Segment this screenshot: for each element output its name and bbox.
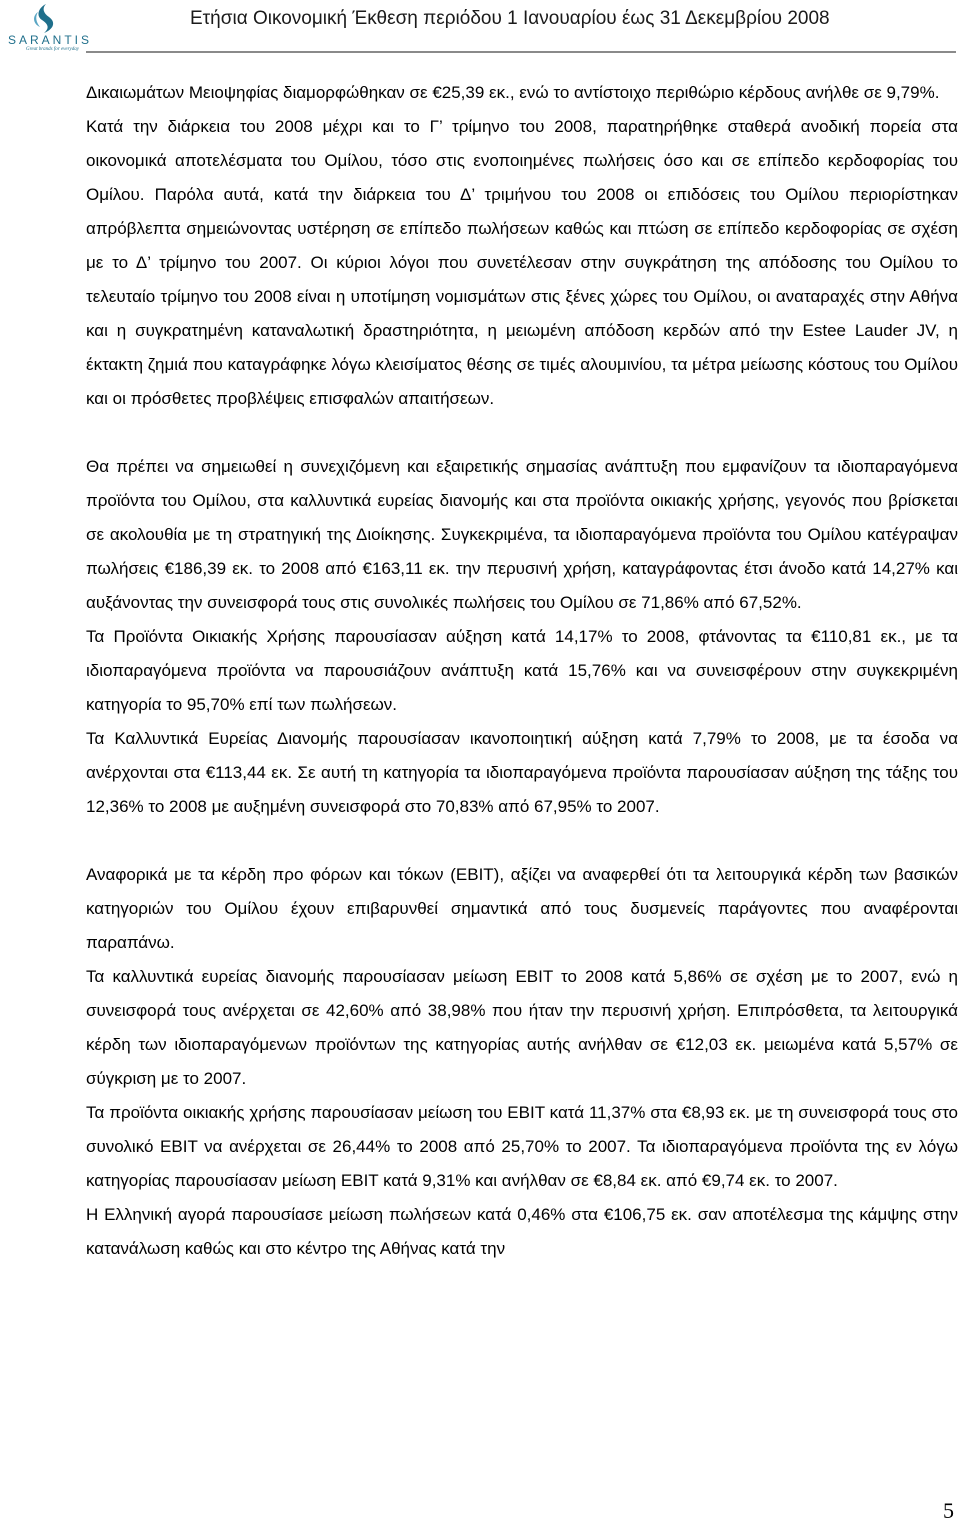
paragraph: Τα Καλλυντικά Ευρείας Διανομής παρουσίασαν ικανοποιητική αύξηση κατά 7,79% το 2008, με τα έσοδα να ανέρχονται στα €113,44 εκ. Σε αυτή τη κατηγορία τα ιδιοπαραγόμενα προϊόντα παρουσίασαν αύξηση της τάξης του 12,36% το 2008 με αυξημένη συνεισφορά στο 70,83% από 67,95% το 2007.: [86, 729, 958, 816]
paragraph: Κατά την διάρκεια του 2008 μέχρι και το Γ’ τρίμηνο του 2008, παρατηρήθηκε σταθερά ανοδική πορεία στα οικονομικά αποτελέσματα του Ομίλου, τόσο στις ενοποιημένες πωλήσεις όσο και σε επίπεδο κερδοφορίας του Ομίλου. Παρόλα αυτά, κατά την διάρκεια του Δ’ τριμήνου του 2008 οι επιδόσεις του Ομίλου περιορίστηκαν απρόβλεπτα σημειώνοντας υστέρηση σε επίπεδο πωλήσεων καθώς και πτώση σε επίπεδο κερδοφορίας σε σχέση με το Δ’ τρίμηνο του 2007. Οι κύριοι λόγοι που συνετέλεσαν στην συγκράτηση της απόδοσης του Ομίλου το τελευταίο τρίμηνο του 2008 είναι η υποτίμηση νομισμάτων στις ξένες χώρες του Ομίλου, οι αναταραχές στην Αθήνα και η συγκρατημένη καταναλωτική δραστηριότητα, η μειωμένη απόδοση κερδών από την Estee Lauder JV, η έκτακτη ζημιά που καταγράφηκε λόγω κλεισίματος θέσης σε τιμές αλουμινίου, τα μέτρα μείωσης κόστους του Ομίλου και οι πρόσθετες προβλέψεις επισφαλών απαιτήσεων.: [86, 117, 958, 408]
paragraph: Τα προϊόντα οικιακής χρήσης παρουσίασαν μείωση του EBIT κατά 11,37% στα €8,93 εκ. με τη συνεισφορά τους στο συνολικό EBIT να ανέρχεται σε 26,44% το 2008 από 25,70% το 2007. Τα ιδιοπαραγόμενα προϊόντα της εν λόγω κατηγορίας παρουσίασαν μείωση EBIT κατά 9,31% και ανήλθαν σε €8,84 εκ. από €9,74 εκ. το 2007.: [86, 1103, 958, 1190]
logo-wordmark: SARANTIS: [8, 33, 93, 47]
paragraph: Η Ελληνική αγορά παρουσίασε μείωση πωλήσεων κατά 0,46% στα €106,75 εκ. σαν αποτέλεσμα της κάμψης στην κατανάλωση καθώς και στο κέντρο της Αθήνας κατά την: [86, 1205, 958, 1258]
header-divider: [86, 51, 956, 53]
page-number: 5: [943, 1498, 954, 1523]
logo-tagline: Great brands for everyday: [26, 47, 79, 52]
paragraph: Τα Προϊόντα Οικιακής Χρήσης παρουσίασαν αύξηση κατά 14,17% το 2008, φτάνοντας τα €110,81 εκ., με τα ιδιοπαραγόμενα προϊόντα να παρουσιάζουν ανάπτυξη κατά 15,76% και να συνεισφέρουν στην συγκεκριμένη κατηγορία το 95,70% επί των πωλήσεων.: [86, 627, 958, 714]
paragraph: Δικαιωμάτων Μειοψηφίας διαμορφώθηκαν σε €25,39 εκ., ενώ το αντίστοιχο περιθώριο κέρδους ανήλθε σε 9,79%.: [86, 83, 940, 102]
paragraph: Αναφορικά με τα κέρδη προ φόρων και τόκων (EBIT), αξίζει να αναφερθεί ότι τα λειτουργικά κέρδη των βασικών κατηγοριών του Ομίλου έχουν επιβαρυνθεί σημαντικά από τους δυσμενείς παράγοντες που αναφέρονται παραπάνω.: [86, 865, 958, 952]
document-body: [86, 76, 958, 1266]
logo-swirl-icon: [2, 2, 88, 36]
sarantis-logo: [2, 2, 93, 52]
report-title: Ετήσια Οικονομική Έκθεση περιόδου 1 Ιανουαρίου έως 31 Δεκεμβρίου 2008: [190, 8, 830, 29]
paragraph: Τα καλλυντικά ευρείας διανομής παρουσίασαν μείωση EBIT το 2008 κατά 5,86% σε σχέση με το 2007, ενώ η συνεισφορά τους ανέρχεται σε 42,60% από 38,98% που ήταν την περυσινή χρήση. Επιπρόσθετα, τα λειτουργικά κέρδη των ιδιοπαραγόμενων προϊόντων της κατηγορίας αυτής ανήλθαν σε €12,03 εκ. μειωμένα κατά 5,57% σε σύγκριση με το 2007.: [86, 967, 958, 1088]
paragraph: Θα πρέπει να σημειωθεί η συνεχιζόμενη και εξαιρετικής σημασίας ανάπτυξη που εμφανίζουν τα ιδιοπαραγόμενα προϊόντα του Ομίλου, στα καλλυντικά ευρείας διανομής και στα προϊόντα οικιακής χρήσης, γεγονός που βρίσκεται σε ακολουθία με τη στρατηγική της Διοίκησης. Συγκεκριμένα, τα ιδιοπαραγόμενα προϊόντα του Ομίλου κατέγραψαν πωλήσεις €186,39 εκ. το 2008 από €163,11 εκ. την περυσινή χρήση, καταγράφοντας έτσι άνοδο κατά 14,27% και αυξάνοντας την συνεισφορά τους στις συνολικές πωλήσεις του Ομίλου σε 71,86% από 67,52%.: [86, 457, 958, 612]
page-header: [0, 0, 960, 54]
